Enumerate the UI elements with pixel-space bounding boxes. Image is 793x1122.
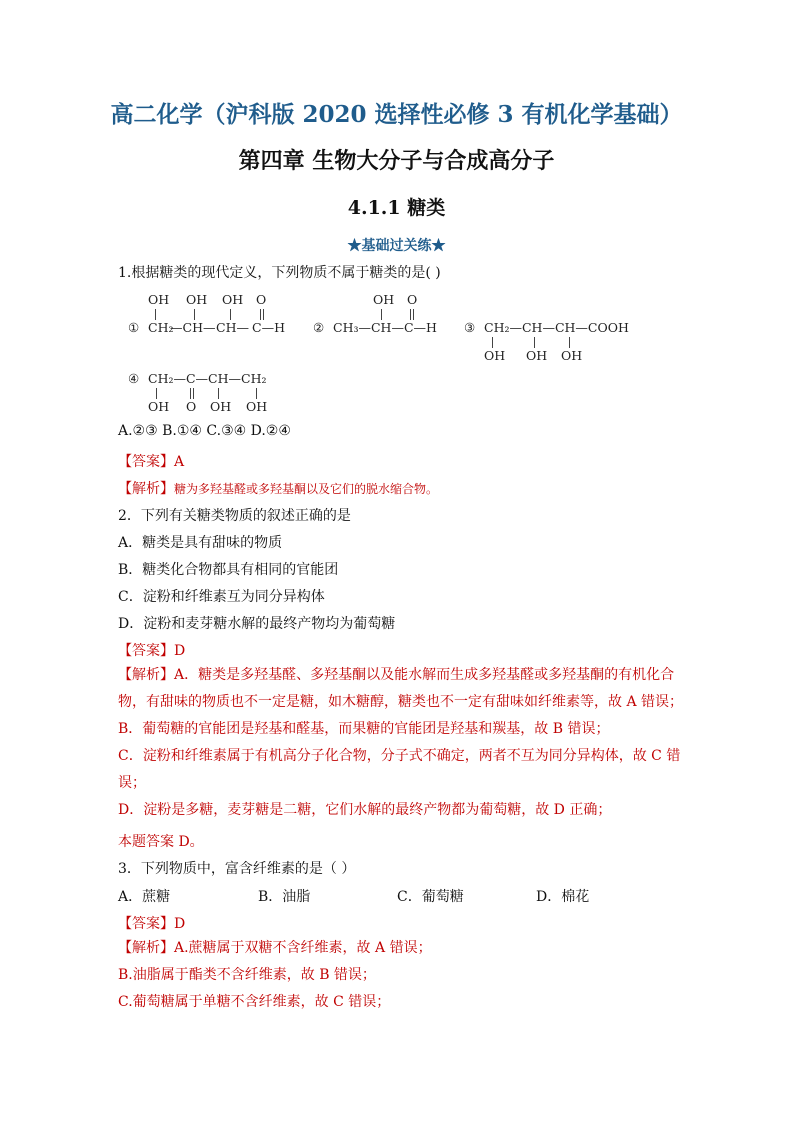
question-2-stem: 2．下列有关糖类物质的叙述正确的是: [118, 508, 351, 524]
question-2-option-a: A．糖类是具有甜味的物质: [118, 535, 283, 551]
question-1-explanation: 【解析】糖为多羟基醛或多羟基酮以及它们的脱水缩合物。: [118, 481, 439, 497]
question-3-option-c: C．葡萄糖: [397, 889, 464, 905]
question-1-options: A.②③ B.①④ C.③④ D.②④: [118, 423, 291, 439]
question-2-option-b: B．糖类化合物都具有相同的官能团: [118, 562, 339, 578]
question-2-answer: 【答案】D: [118, 643, 186, 659]
drill-heading: ★基础过关练★: [347, 238, 446, 254]
question-2-explanation: 【解析】A．糖类是多羟基醛、多羟基酮以及能水解而生成多羟基醛或多羟基酮的有机化合 物，有甜味的物质也不一定是糖，如木糖醇，糖类也不一定有甜味如纤维素等，故 A 错误； B．葡萄糖的官能团是羟基和醛基，而果糖的官能团是羟基和羰基，故 B 错误； C．淀粉和纤维素属于有机高分子化合物，分子式不确定，两者不互为同分异构体，故 C 错 误； D．淀粉是多糖，麦芽糖是二糖，它们水解的最终产物都为葡萄糖，故 D 正确；: [118, 667, 684, 818]
question-3-option-b: B．油脂: [258, 889, 311, 905]
question-3-stem: 3．下列物质中，富含纤维素的是（ ）: [118, 861, 356, 877]
question-3-answer: 【答案】D: [118, 916, 186, 932]
question-3-option-a: A．蔗糖: [118, 889, 171, 905]
question-2-option-c: C．淀粉和纤维素互为同分异构体: [118, 589, 325, 605]
document-title: 高二化学（沪科版 2020 选择性必修 3 有机化学基础）: [110, 101, 683, 128]
question-3-explanation: 【解析】A.蔗糖属于双糖不含纤维素，故 A 错误； B.油脂属于酯类不含纤维素，故 B 错误； C.葡萄糖属于单糖不含纤维素，故 C 错误；: [118, 940, 432, 1010]
question-3-option-d: D．棉花: [536, 889, 590, 905]
question-2-conclusion: 本题答案 D。: [118, 834, 204, 850]
question-2-option-d: D．淀粉和麦芽糖水解的最终产物均为葡萄糖: [118, 616, 396, 632]
section-heading: 4.1.1 糖类: [347, 197, 446, 219]
question-1-answer: 【答案】A: [118, 454, 185, 470]
chapter-heading: 第四章 生物大分子与合成高分子: [238, 148, 555, 174]
question-1-stem: 1.根据糖类的现代定义，下列物质不属于糖类的是( ): [118, 265, 441, 281]
